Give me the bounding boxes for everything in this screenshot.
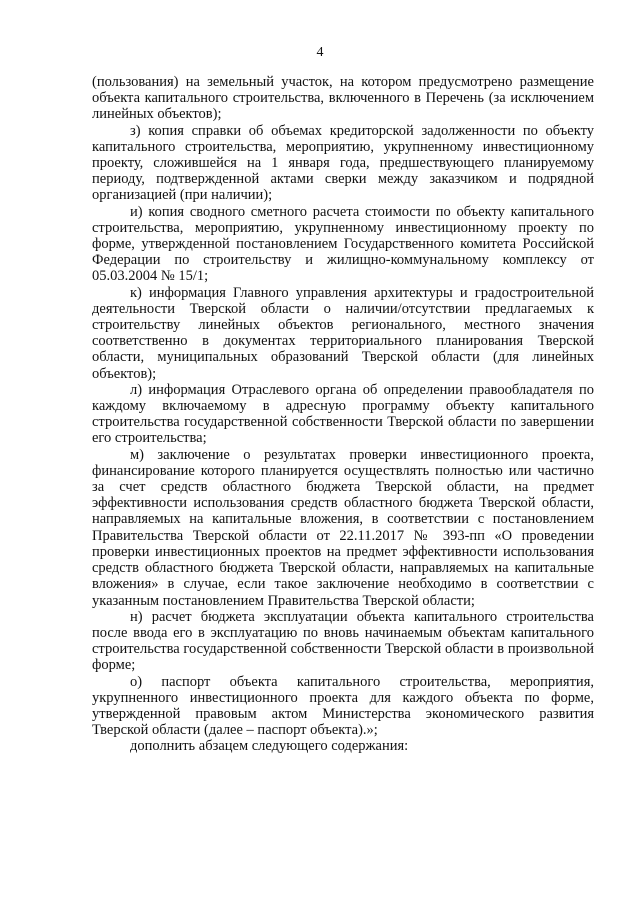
paragraph-continuation: (пользования) на земельный участок, на котором предусмотрено размещение объекта капитального строительства, включенного в Перечень (за исключением линейных объектов); [92, 74, 594, 123]
paragraph-item-l: л) информация Отраслевого органа об определении правообладателя по каждому включаемому в адресную программу объекту капитального строительства государственной собственности Тверской области по завершении его строительства; [92, 381, 594, 447]
paragraph-closing: дополнить абзацем следующего содержания: [130, 738, 409, 755]
paragraph-item-z: з) копия справки об объемах кредиторской задолженности по объекту капитального строительства, мероприятию, укрупненному инвестиционному проекту, сложившейся на 1 января года, предшествующего планируемому периоду, подтвержденной актами сверки между заказчиком и подрядной организацией (при наличии); [92, 122, 594, 204]
body-text [92, 74, 594, 755]
page-number: 4 [316, 45, 324, 60]
paragraph-item-o: о) паспорт объекта капитального строительства, мероприятия, укрупненного инвестиционного проекта для каждого объекта по форме, утвержденной правовым актом Министерства экономического развития Тверской области (далее – паспорт объекта).»; [92, 673, 594, 739]
paragraph-item-k: к) информация Главного управления архитектуры и градостроительной деятельности Тверской области о наличии/отсутствии предлагаемых к строительству линейных объектов регионального, местного значения соответственно в документах территориального планирования Тверской области, муниципальных образований Тверской области (для линейных объектов); [92, 284, 594, 382]
paragraph-item-i: и) копия сводного сметного расчета стоимости по объекту капитального строительства, мероприятию, укрупненному инвестиционному проекту по форме, утвержденной постановлением Государственного комитета Российской Федерации по строительству и жилищно-коммунальному комплексу от 05.03.2004 № 15/1; [92, 203, 594, 285]
paragraph-item-n: н) расчет бюджета эксплуатации объекта капитального строительства после ввода его в эксплуатацию по вновь начинаемым объектам капитального строительства государственной собственности Тверской области в произвольной форме; [92, 608, 594, 674]
paragraph-item-m: м) заключение о результатах проверки инвестиционного проекта, финансирование которого планируется осуществлять полностью или частично за счет средств областного бюджета Тверской области, на предмет эффективности использования средств областного бюджета Тверской области, направляемых на капитальные вложения, в соответствии с постановлением Правительства Тверской области от 22.11.2017 № 393-пп «О проведении проверки инвестиционных проектов на предмет эффективности использования средств областного бюджета Тверской области, направляемых на капитальные вложения» в случае, если такое заключение необходимо в соответствии с указанным постановлением Правительства Тверской области; [92, 446, 594, 609]
